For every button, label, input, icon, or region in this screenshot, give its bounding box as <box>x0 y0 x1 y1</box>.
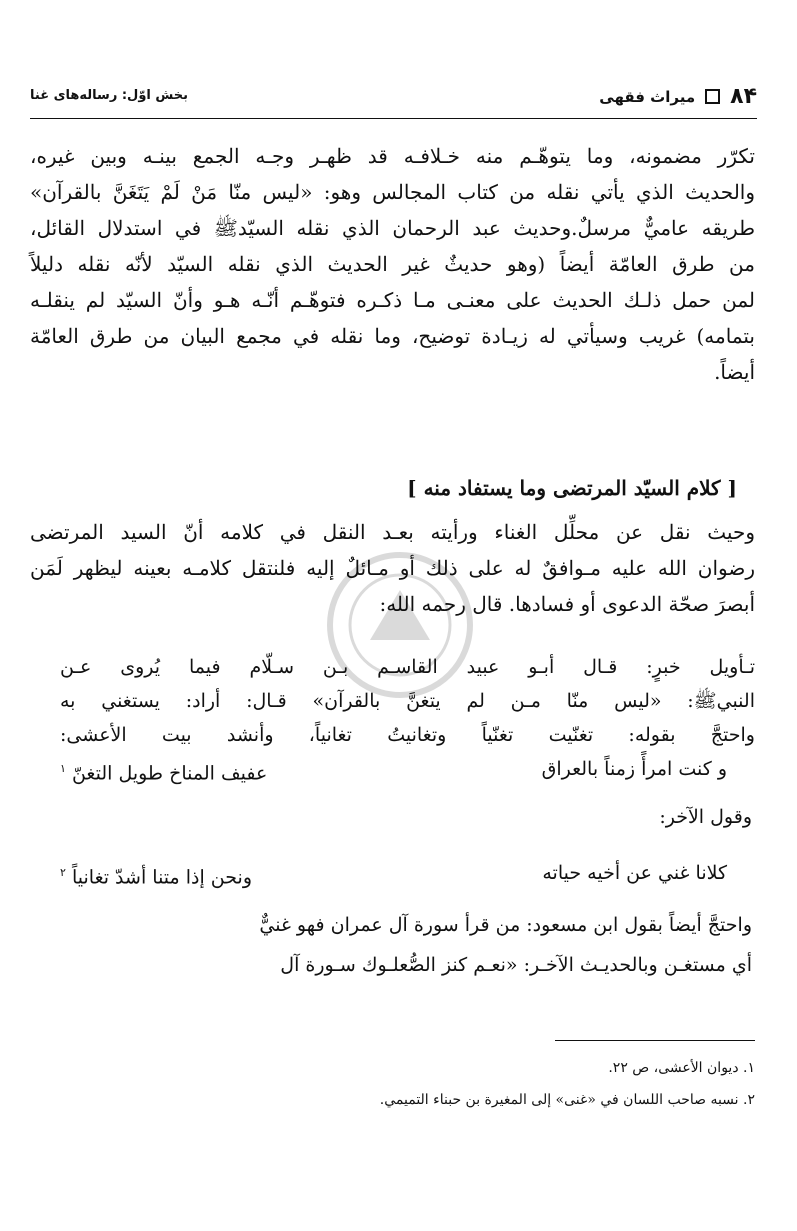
footnote-rule <box>555 1040 755 1041</box>
footnote: ۲. نسبه صاحب اللسان في «غنى» إلى المغيرة بن حبناء التميمي. <box>379 1092 755 1108</box>
text-line: والحديث الذي يأتي نقله من كتاب المجالس وهو: «ليس منّا مَنْ لَمْ يَتَغَنَّ بالقرآن» <box>30 180 756 204</box>
text-line: لمن حمل ذلـك الحديث على معنـى مـا ذكـره فتوهّـم أنّـه هـو وأنّ السيّد لم ينقلـه <box>30 288 755 312</box>
text-line: بتمامه) غريب وسيأتي له زيـادة توضيح، وما نقله في مجمع البيان من طرق العامّة <box>30 324 755 348</box>
quote-line: واحتجَّ بقوله: تغنّيت تغنّياً وتغانيتُ تغانياً، وأنشد بيت الأعشى: <box>60 724 755 746</box>
text-line: أي مستغـن وبالحديـث الآخـر: «نعـم كنز الصُّعلـوك سـورة آل <box>280 954 752 976</box>
text-line: وحيث نقل عن محلِّل الغناء ورأيته بعـد النقل في كلامه أنّ السيد المرتضى <box>30 520 755 544</box>
page-info <box>599 84 757 109</box>
text-line: تكرّر مضمونه، وما يتوهّـم منه خـلافـه قد ظهـر وجـه الجمع بينـه وبين غيره، <box>30 144 755 168</box>
page-header <box>30 80 757 116</box>
text-line: أبصرَ صحّة الدعوى أو فسادها. قال رحمه الله: <box>379 592 755 616</box>
header-rule <box>30 118 757 119</box>
verse-hemistich-left <box>60 856 252 890</box>
verse-hemistich-right: و كنت امرأً زمناً بالعراق <box>541 758 727 780</box>
quote-line: النبيﷺ: «ليس منّا مـن لم يتغنَّ بالقرآن» قـال: أراد: يستغني به <box>60 690 755 712</box>
book-title: میراث فقهی <box>599 87 696 106</box>
page-number: ۸۴ <box>730 84 757 109</box>
footnote: ۱. ديوان الأعشى، ص ۲۲. <box>608 1060 755 1076</box>
verse-hemistich-left <box>60 752 267 786</box>
text-line: وقول الآخر: <box>659 806 752 828</box>
text-line: طريقه عاميٌّ مرسلٌ.وحديث عبد الرحمان الذي نقله السيّدﷺ في استدلال القائل، <box>30 216 755 240</box>
verse-1 <box>60 752 727 786</box>
text-line: أيضاً. <box>714 360 755 384</box>
verse-hemistich-right: كلانا غني عن أخيه حياته <box>542 862 727 884</box>
verse-2 <box>60 856 727 890</box>
text-line: رضوان الله عليه مـوافقٌ له على ذلك أو مـائلٌ إليه فلنتقل كلامـه بعينه ليظهر لَمَن <box>30 556 755 580</box>
footnote-marker: ۲ <box>60 866 66 879</box>
paragraph-1 <box>30 138 755 390</box>
footnote-marker: ۱ <box>60 762 66 775</box>
quote-block <box>60 650 755 752</box>
verse-hemistich-text: ونحن إذا متنا أشدّ تغانياً <box>71 866 252 889</box>
text-line: من طرق العامّة أيضاً (وهو حديثٌ غير الحديث الذي نقله السيّد لأنّه نقله دليلاً <box>30 252 755 276</box>
section-title: بخش اوّل: رساله‌های غنا <box>30 88 189 103</box>
quote-line: تـأويل خبرٍ: قـال أبـو عبيد القاسـم بـن سـلّام فيما يُروى عـن <box>60 656 755 678</box>
section-heading: [ كلام السيّد المرتضى وما يستفاد منه ] <box>407 476 737 500</box>
text-line: واحتجَّ أيضاً بقول ابن مسعود: من قرأ سورة آل عمران فهو غنيٌّ <box>259 914 752 936</box>
footnotes <box>60 1052 755 1116</box>
verse-hemistich-text: عفيف المناخ طويل التغنّ <box>71 762 268 785</box>
square-bullet-icon <box>705 89 720 104</box>
